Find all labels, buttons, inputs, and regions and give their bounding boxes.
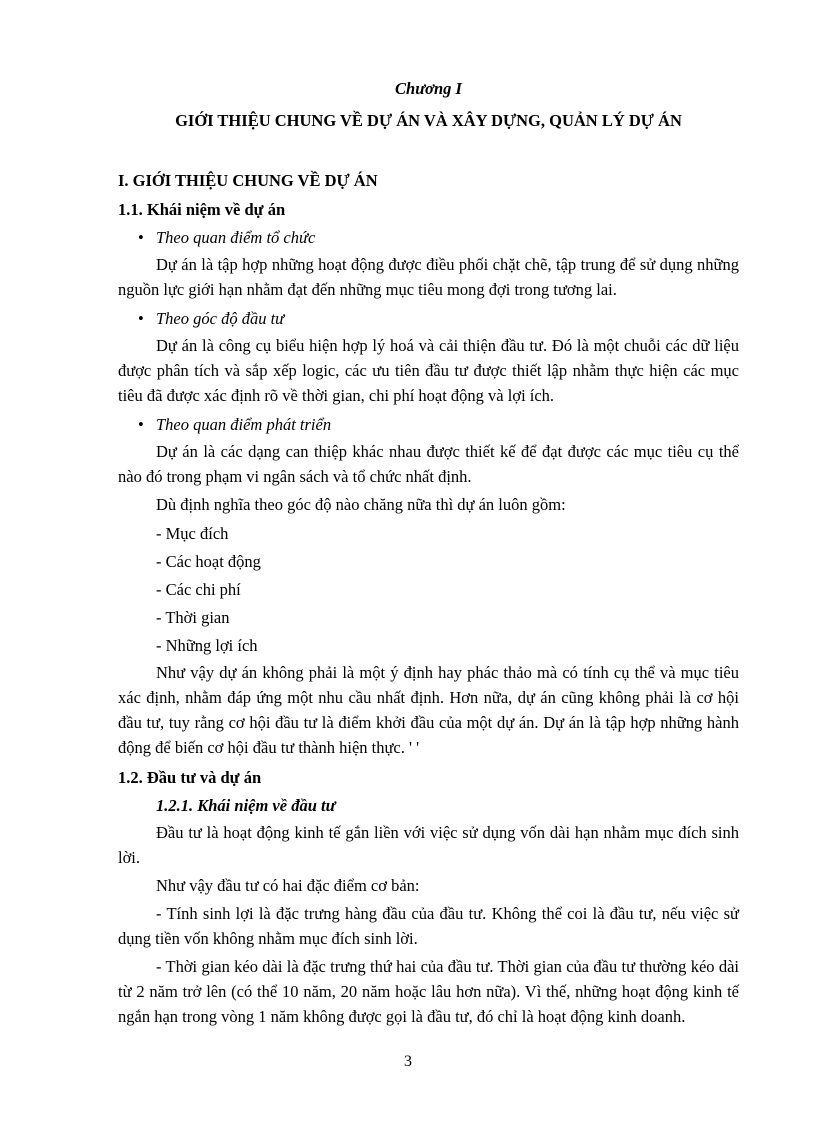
list-item: - Thời gian [156, 608, 230, 627]
chapter-label: Chương I [395, 79, 462, 98]
list-item: - Các chi phí [156, 580, 241, 599]
bullet-dot-icon: • [138, 309, 144, 328]
section-heading: I. GIỚI THIỆU CHUNG VỀ DỰ ÁN [118, 171, 378, 190]
paragraph: - Thời gian kéo dài là đặc trưng thứ hai của đầu tư. Thời gian của đầu tư thường kéo dài từ 2 năm trở lên (có thể 10 năm, 20 năm hoặc lâu hơn nữa). Vì thế, những hoạt động kinh tế ngắn hạn trong vòng 1 năm không được gọi là đầu tư, đó chỉ là hoạt động kinh doanh. [118, 957, 739, 1026]
subsubsection-heading-1-2-1: 1.2.1. Khái niệm về đầu tư [156, 796, 336, 815]
paragraph: Dự án là các dạng can thiệp khác nhau được thiết kế để đạt được các mục tiêu cụ thể nào đó trong phạm vi ngân sách và tổ chức nhất định. [118, 442, 739, 486]
paragraph: Dù định nghĩa theo góc độ nào chăng nữa thì dự án luôn gồm: [156, 495, 566, 514]
bullet-text: Theo quan điểm tổ chức [156, 228, 316, 247]
subsection-heading-1-1: 1.1. Khái niệm về dự án [118, 200, 286, 219]
bullet-dot-icon: • [138, 228, 144, 247]
paragraph: Dự án là công cụ biểu hiện hợp lý hoá và cải thiện đầu tư. Đó là một chuỗi các dữ liệu được phân tích và sắp xếp logic, các ưu tiên đầu tư được thiết lập nhằm thực hiện các mục tiêu đã được xác định rõ về thời gian, chi phí hoạt động và lợi ích. [118, 336, 739, 405]
page-number: 3 [404, 1053, 412, 1070]
list-item: - Mục đích [156, 524, 229, 543]
bullet-item [138, 308, 739, 330]
paragraph: Như vậy dự án không phải là một ý định hay phác thảo mà có tính cụ thể và mục tiêu xác định, nhằm đáp ứng một nhu cầu nhất định. Hơn nữa, dự án cũng không phải là cơ hội đầu tư, tuy rằng cơ hội đầu tư là điểm khởi đầu của một dự án. Dự án là tập hợp những hành động để biến cơ hội đầu tư thành hiện thực. ' ' [118, 663, 739, 757]
document-page [118, 78, 739, 1029]
list-item: - Những lợi ích [156, 636, 258, 655]
paragraph: Đầu tư là hoạt động kinh tế gắn liền với việc sử dụng vốn dài hạn nhằm mục đích sinh lời. [118, 823, 739, 867]
paragraph: Như vậy đầu tư có hai đặc điểm cơ bản: [156, 876, 420, 895]
bullet-text: Theo quan điểm phát triển [156, 415, 332, 434]
paragraph: - Tính sinh lợi là đặc trưng hàng đầu của đầu tư. Không thể coi là đầu tư, nếu việc sử dụng tiền vốn không nhằm mục đích sinh lời. [118, 904, 739, 948]
bullet-dot-icon: • [138, 415, 144, 434]
list-item: - Các hoạt động [156, 552, 261, 571]
subsection-heading-1-2: 1.2. Đầu tư và dự án [118, 768, 262, 787]
bullet-item [138, 227, 739, 249]
paragraph: Dự án là tập hợp những hoạt động được điều phối chặt chẽ, tập trung để sử dụng những nguồn lực giới hạn nhằm đạt đến những mục tiêu mong đợi trong tương lai. [118, 255, 739, 299]
chapter-title: GIỚI THIỆU CHUNG VỀ DỰ ÁN VÀ XÂY DỰNG, QUẢN LÝ DỰ ÁN [175, 111, 682, 130]
bullet-item [138, 414, 739, 436]
bullet-text: Theo góc độ đầu tư [156, 309, 285, 328]
